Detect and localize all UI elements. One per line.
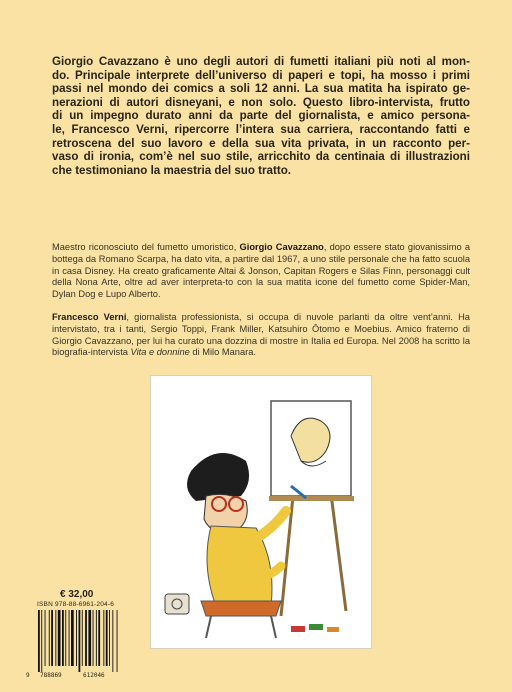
cartoon-illustration bbox=[150, 375, 372, 649]
cavazzano-name: Giorgio Cavazzano bbox=[239, 242, 324, 252]
barcode-bar bbox=[41, 610, 42, 672]
barcode-bar bbox=[45, 610, 46, 666]
barcode-bar bbox=[93, 610, 94, 666]
barcode-bars bbox=[30, 610, 130, 680]
barcode-bar bbox=[106, 610, 108, 666]
barcode-bar bbox=[82, 610, 83, 666]
barcode-bar bbox=[112, 610, 113, 672]
barcode-bar bbox=[76, 610, 77, 666]
artist-at-easel-drawing bbox=[151, 376, 371, 648]
barcode-bar bbox=[69, 610, 70, 666]
barcode-first-digit: 9 bbox=[26, 672, 30, 679]
book-title: Vita e donnine bbox=[130, 347, 190, 358]
lead-line: che testimoniano la maestria del suo tratto. bbox=[52, 163, 292, 177]
barcode-right-digits: 612046 bbox=[83, 672, 105, 679]
barcode-bar bbox=[65, 610, 66, 666]
barcode-bar bbox=[117, 610, 118, 672]
barcode-bar bbox=[96, 610, 97, 666]
cavazzano-bio: Maestro riconosciuto del fumetto umoristico, Giorgio Cavazzano, dopo essere stato giovanissimo a bottega da Romano Scarpa, ha dato vita, a partire dal 1967, a uno stile personale che ha fatto scuola in casa Disney. Ha creato graficamente Altai & Jonson, Capitan Rogers e Silas Finn, personaggi cult della Nona Arte, oltre ad aver interpreta-to con la sua matita icone del fumetto come Spider-Man, Dylan Dog e Lupo Alberto. bbox=[52, 242, 471, 300]
lead-line: vaso di ironia, com’è nel suo stile, arricchito da centinaia di illustrazioni bbox=[52, 150, 470, 164]
barcode-bar bbox=[85, 610, 87, 666]
lead-line: do. Principale interprete dell’universo di paperi e topi, ha mosso i primi bbox=[52, 68, 470, 82]
lead-paragraph bbox=[52, 55, 470, 177]
barcode-bar bbox=[51, 610, 53, 666]
lead-line: Giorgio Cavazzano è uno degli autori di fumetti italiani più noti al mon- bbox=[52, 55, 470, 68]
lead-line: di un impegno durato anni da parte del giornalista, e amico persona- bbox=[52, 109, 470, 123]
barcode-left-digits: 788869 bbox=[40, 672, 62, 679]
barcode-bar bbox=[98, 610, 100, 666]
barcode-bar bbox=[49, 610, 50, 666]
lead-line: retroscena del suo lavoro e della sua vita privata, in un racconto per- bbox=[52, 136, 470, 150]
barcode-bar bbox=[55, 610, 56, 666]
lead-line: le, Francesco Verni, ripercorre l’intera sua carriera, raccontando fatti e bbox=[52, 122, 470, 136]
barcode-bar bbox=[58, 610, 61, 666]
barcode-bar bbox=[71, 610, 74, 666]
verni-name: Francesco Verni bbox=[52, 312, 127, 322]
barcode-bar bbox=[62, 610, 64, 666]
isbn-number: ISBN 978-88-6961-204-6 bbox=[37, 601, 115, 608]
barcode-bar bbox=[103, 610, 104, 666]
barcode-bar bbox=[109, 610, 110, 666]
barcode bbox=[30, 610, 130, 680]
lead-line: passi nel mondo dei comics a soli 12 anni. La sua matita ha ispirato ge- bbox=[52, 82, 470, 96]
price: € 32,00 bbox=[60, 589, 94, 600]
lead-line: nerazioni di autori disneyani, e non solo. Questo libro-intervista, frutto bbox=[52, 95, 470, 109]
barcode-bar bbox=[88, 610, 91, 666]
verni-bio: Francesco Verni, giornalista professionista, si occupa di nuvole parlanti da oltre vent’anni. Ha intervistato, tra i tanti, Sergio Toppi, Frank Miller, Katsuhiro Ōtomo e Moebius. Amico fraterno di Giorgio Cavazzano, per lui ha curato una dozzina di mostre in Italia ed Europa. Nel 2008 ha scritto la biografia-intervista Vita e donnine di Milo Manara. bbox=[52, 312, 470, 358]
barcode-bar bbox=[38, 610, 40, 672]
barcode-bar bbox=[79, 610, 81, 672]
